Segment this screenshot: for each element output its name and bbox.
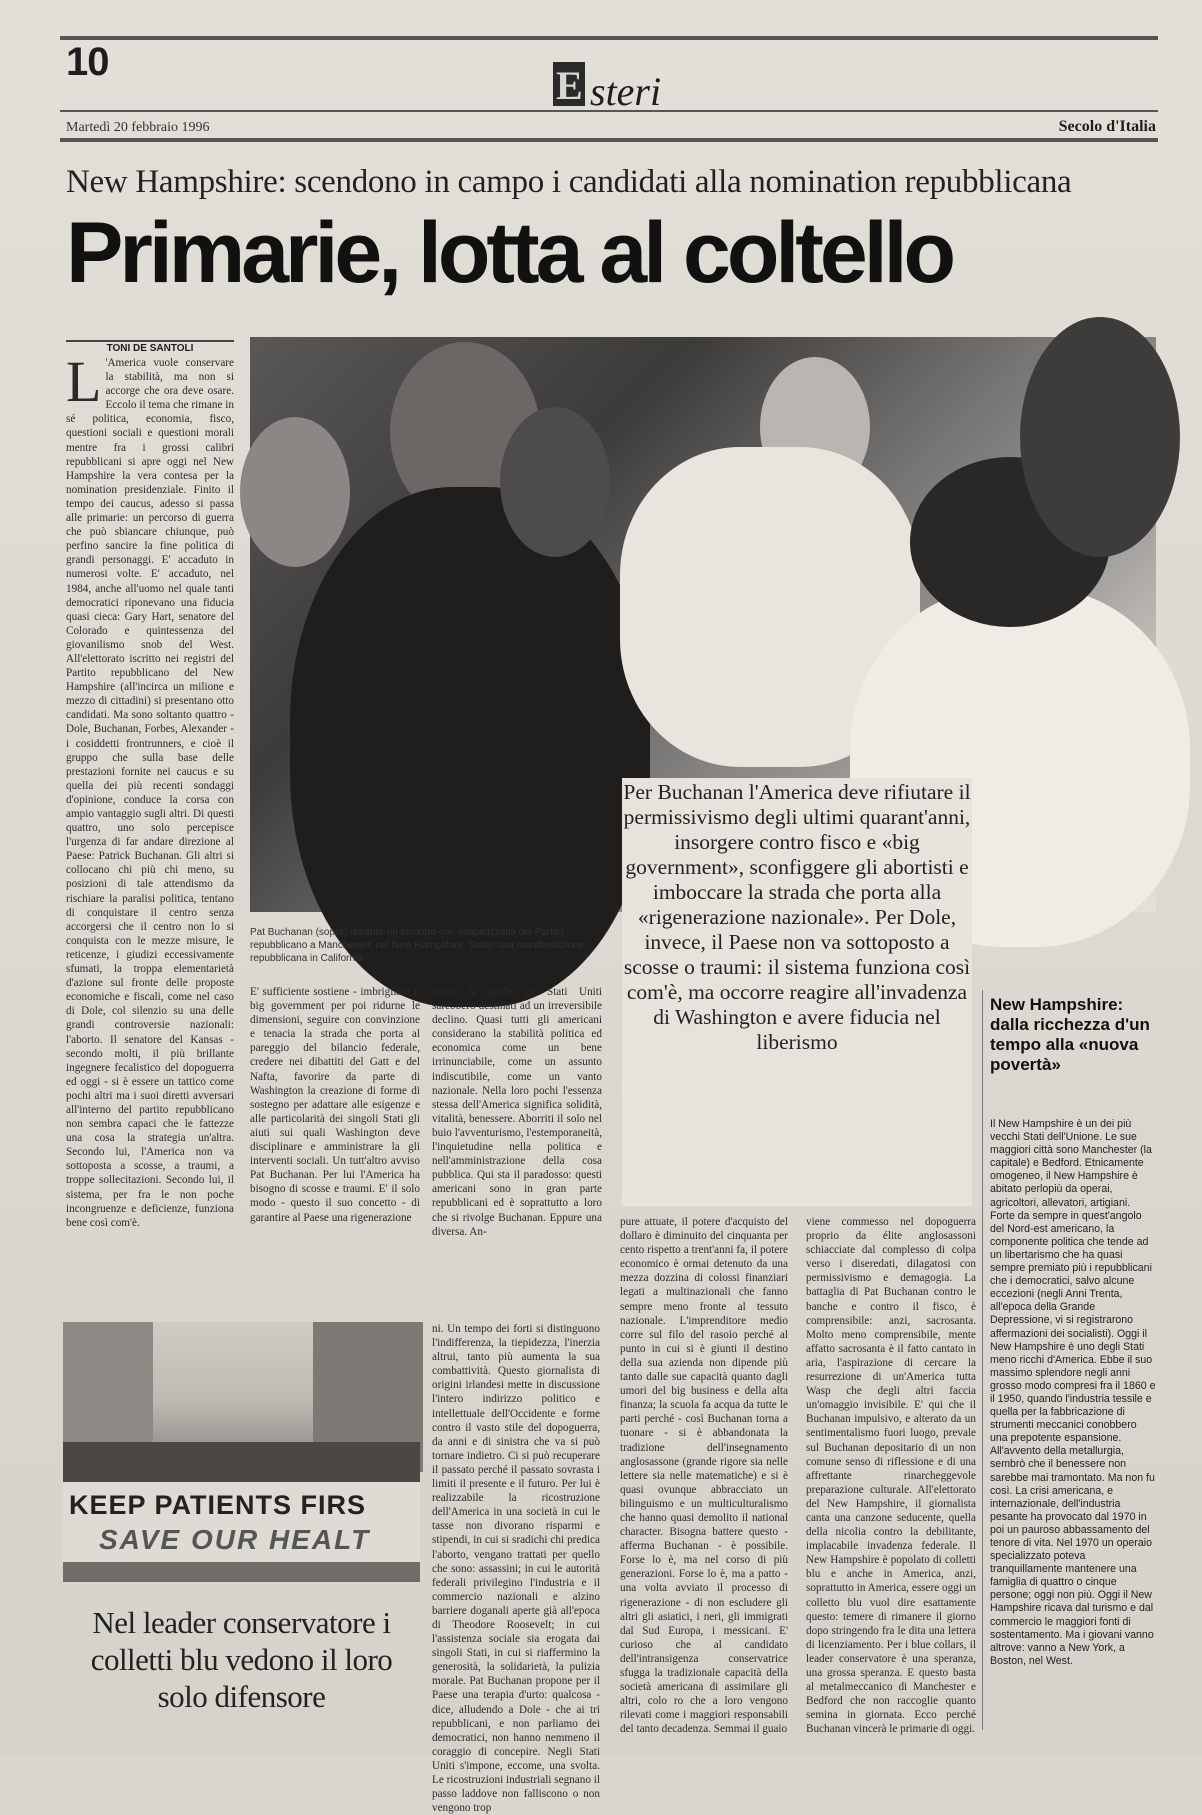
photo-figure-woman [500, 407, 610, 557]
page-number: 10 [66, 40, 109, 84]
dateline: Martedì 20 febbraio 1996 [66, 120, 210, 135]
photo-caption: Pat Buchanan (sopra) durante un incontro con simpatizzanti del Partito repubblicano a Manchester, nel New Hampshire. Sotto: una manifestazione repubblicana in California [250, 927, 585, 964]
crowd-photo [63, 1322, 420, 1582]
article-column-2: E' sufficiente sostiene - imbrigliare il big government per poi ridurne le dimensioni, seguire con convinzione e tenacia la strada che porta al pareggio del bilancio federale, credere nei dibattiti del Gatt e del Nafta, favorire da parte di Washington la creazione di forme di sostegno per adattare alle esigenze e alle particolarità dei singoli Stati gli aiuti sui quali Washington deve disciplinare e amministrare la gli interventi sociali. Un tutt'altro avviso Pat Buchanan. Per lui l'America ha bisogno di scosse e traumi. E' il solo modo - questo il suo concetto - di garantire al Paese una rigenerazione [250, 986, 420, 1224]
section-title: steri [590, 69, 662, 114]
top-rule [60, 36, 1158, 40]
column-1-text: 'America vuole conservare la stabilità, ma non si accorge che ora deve osare. Eccolo il tema che rimane in sé politica, economia, fisco, questioni sociali e questioni morali mentre fra i grossi calibri repubblicani si apre oggi nel New Hampshire la vera contesa per la nomination presidenziale. Finito il tempo dei caucus, adesso si passa alle primarie: un percorso di guerra che può sbiancare chiunque, può perfino sancire la fine politica di grandi personaggi. E' accaduto in numerosi volte. E' accaduto, nel 1984, anche all'uomo nel quale tanti democratici riponevano una fiducia quasi cieca: Gary Hart, senatore del Colorado e quintessenza del giovanilismo snob del West. All'elettorato iscritto nei registri del Partito repubblicano del New Hampshire (all'incirca un milione e mezzo di cittadini) si presentano otto candidati. Ma sono soltanto quattro - Dole, Buchanan, Forbes, Alexander - i cosiddetti frontrunners, e cioè il gruppo che sulla base delle prestazioni fornite nei caucus e su quella dei più recenti sondaggi d'opinione, conduce la corsa con ampio vantaggio sugli altri. Di questi quattro, uno solo percepisce l'urgenza di far andare direzione al Paese: Patrick Buchanan. Gli altri si collocano chi più chi meno, su posizioni di tale attendismo da rischiare la paralisi politica, tentano di conquistare il centro senza accorgersi che il centro non lo si conquista con le mezze misure, le reticenze, i giudizi eccessivamente sfumati, la troppa elementarietà d'azione sul fronte delle proposte economiche e fiscali, come nel caso di Dole, col silenzio su una delle grandi controversie nazionali: l'aborto. Il senatore del Kansas - secondo molti, il più brillante ingegnere fecalistico del dopoguerra ed oggi - si è essere un tattico come pochi altri ma i suoi diretti avversari all'interno del partito repubblicano non sembra capaci che le fattezze una cosa la strategia un'altra. Secondo lui, l'America non va sottoposta a scosse, a traumi, a troppe sollecitazioni. Secondo lui, il sistema, per fra le non poche incongruenze e deficienze, funziona bene così com'è. [66, 357, 234, 1229]
byline: TONI DE SANTOLI [66, 340, 234, 354]
article-column-5: pure attuate, il potere d'acquisto del dollaro è diminuito del cinquanta per cento rispetto a trent'anni fa, il potere economico è ormai detenuto da una mezza dozzina di colossi finanziari legati a multinazionali che fanno sempre meno fronte al tessuto nazionale. L'imprenditore medio corre sul filo del rasoio perché al punto in cui si è giunti il destino della sua azienda non dipende più tanto dalle sue capacità quanto dagli umori del big business e della alta finanza; la scuola fa acqua da tutte le parti perché - così Buchanan torna a tuonare - si è abbandonata la tradizione dell'insegnamento anglosassone (grande rigore sia nelle lettere sia nelle matematiche) e si è quasi ovunque abbracciato un bilinguismo e un multiculturalismo che hanno quasi demolito il national character. Bisogna battere questo - afferma Buchanan - è possibile. Forse lo è, ma nel corso di più generazioni. Forse lo è, ma a patto - una volta avviato il processo di rigenerazione - di non escludere gli altri gli asiatici, i neri, gli immigrati dal Sud Europa, i messicani. E' curioso che al candidato dell'intransigenza conservatrice sfugga la tradizionale capacità della società americana di assimilare gli altri, colo ro che a loro vengono rilevati come i maggiori responsabili del tanto decadenza. Semmai il guaio [620, 1216, 788, 1736]
article-column-1 [66, 349, 234, 1229]
banner-text-2: SAVE OUR HEALT [99, 1524, 371, 1555]
article-column-6: viene commesso nel dopoguerra proprio da élite anglosassoni schiacciate dal complesso di colpa verso i diseredati, dilagatosi con permissivismo e demagogia. La battaglia di Pat Buchanan contro le banche e contro il fisco, è comprensibile: anzi, sacrosanta. Molto meno comprensibile, mente affatto sacrosanta è il fatto cantato in aria, l'aspirazione di cercare la resurrezione di un'America tutta Wasp che degli altri faccia un'omaggio invisibile. E' qui che il Buchanan impulsivo, e alterato da un sentimentalismo fuori luogo, prevale sul Buchanan depositario di un non comune senso di riflessione e di una affrettante rinarcheggevole preparazione culturale. All'elettorato del New Hampshire, il giornalista canta una canzone seducente, quella della nicolia contro la debilitante, implacabile invadenza federale. Il New Hampshire è popolato di colletti blu e anche in America, anzi, soprattutto in America, essere oggi un colletto blu vuol dire esattamente questo: temere di rimanere il giorno dopo stringendo fra le dita una lettera di licenziamento. Per i blue collars, il leader conservatore è una speranza, una grossa speranza. E questo basta al metalmeccanico di Manchester e Bedford che non raccoglie quanto semina in giornata. Ecco perché Buchanan vincerà le primarie di oggi. [806, 1216, 976, 1736]
photo-figure-left [240, 417, 350, 567]
kicker: New Hampshire: scendono in campo i candidati alla nomination repubblicana [66, 164, 1072, 200]
dateline-rule [60, 138, 1158, 142]
sidebar-title: New Hampshire: dalla ricchezza d'un tempo alla «nuova povertà» [990, 995, 1150, 1074]
secondary-headline: Nel leader conservatore i colletti blu vedono il loro solo difensore [90, 1605, 393, 1714]
headline: Primarie, lotta al coltello [66, 205, 953, 301]
banner-text-1: KEEP PATIENTS FIRS [69, 1490, 367, 1520]
dropcap: L [66, 349, 102, 414]
article-column-3: senza la quale gli Stati Uniti sarebbero destinati ad un irreversibile declino. Quasi tutti gli americani considerano la stabilità politica ed economica come un bene irrinunciabile, come un assunto indiscutibile, come un vanto nazionale. Nella loro pochi l'essenza stessa dell'America significa solidità, vitalità, benessere. Aborriti il solo nel buio l'avventurismo, l'estemporaneità, l'inquietudine nella politica e nell'amministrazione della cosa pubblica. Qui sta il paradosso: questi americani sono in gran parte repubblicani ed è soprattutto a loro che si rivolge Buchanan. Eppure una diversa. An- [432, 986, 602, 1238]
pull-quote: Per Buchanan l'America deve rifiutare il permissivismo degli ultimi quarant'anni, insorgere contro fisco e «big government», sconfiggere gli abortisti e imboccare la strada che porta alla «rigenerazione nazionale». Per Dole, invece, il Paese non va sottoposto a scosse o traumi: il sistema funziona così com'è, ma occorre reagire all'invadenza di Washington e avere fiducia nel liberismo [622, 778, 972, 1206]
sidebar-divider [982, 990, 983, 1730]
sidebar-text: Il New Hampshire è un dei più vecchi Stati dell'Unione. Le sue maggiori città sono Manchester (la capitale) e Bedford. Etnicamente omogeneo, il New Hampshire è abitato perlopiù da operai, agricoltori, allevatori, artigiani. Forte da sempre in quest'angolo del Nord-est americano, la componente politica che tende ad un libertarismo che ha quasi sempre premiato più i repubblicani che i democratici, salvo alcune eccezioni (negli Anni Trenta, all'epoca della Grande Depressione, vi si registrarono affermazioni dei socialisti). Oggi il New Hampshire è uno degli Stati meno ricchi d'America. Ebbe il suo massimo splendore negli anni grosso modo compresi fra il 1860 e il 1950, quando l'industria tessile e quella per la fabbricazione di strumenti meccanici conobbero una prepotente espansione. All'avvento della metallurgia, sembrò che il benessere non sarebbe mai tramontato. Ma non fu così. La crisi americana, e internazionale, dell'industria pesante ha provocato dal 1970 in poi un pauroso abbassamento del tenore di vita. Nel 1970 un operaio specializzato poteva tranquillamente mantenere una famiglia di quattro o cinque persone; oggi non più. Oggi il New Hampshire ricava dal turismo e dal commercio le maggiori fonti di sostentamento. Ma i giovani vanno altrove: vanno a New York, a Boston, nel West. [990, 1118, 1156, 1667]
masthead: Secolo d'Italia [1058, 118, 1156, 135]
section-initial: E [556, 63, 583, 108]
article-column-4: ni. Un tempo dei forti si distinguono l'indifferenza, la tiepidezza, l'inerzia altrui, tanto più aumenta la sua combattività. Questo giornalista di origini irlandesi mette in discussione l'intero indirizzo politico e intellettuale dell'Occidente e forme contro il vasto stile del dopoguerra, da anni e di sinistra che va si può tornare indietro. Ci si può recuperare il passato perché il passato sovrasta i limiti il presente e il futuro. Per lui è realizzabile la ricostruzione dell'America in una società in cui le tasse non divorano risparmi e stipendi, in cui si sradichi chi predica l'aborto, vengano trattati per quello che sono: assassini; in cui le autorità federali privilegino l'industria e il commercio nazionali e alzino barriere doganali aperte già all'epoca di Theodore Roosevelt; in cui l'assistenza sociale sia erogata dai singoli Stati, in cui si riaffermino la generosità, la solidarietà, la pulizia morale. Pat Buchanan propone per il Paese una terapia d'urto: qualcosa - dice, alludendo a Dole - che ai tri repubblicani, e non parliamo dei democratici, non hanno nemmeno il coraggio di concepire. Negli Stati Uniti s'impone, eccome, una svolta. Le ricostruzioni industriali segnano il passo laddove non falliscono o non vengono trop [432, 1323, 600, 1815]
photo-figure-right [1020, 317, 1180, 557]
